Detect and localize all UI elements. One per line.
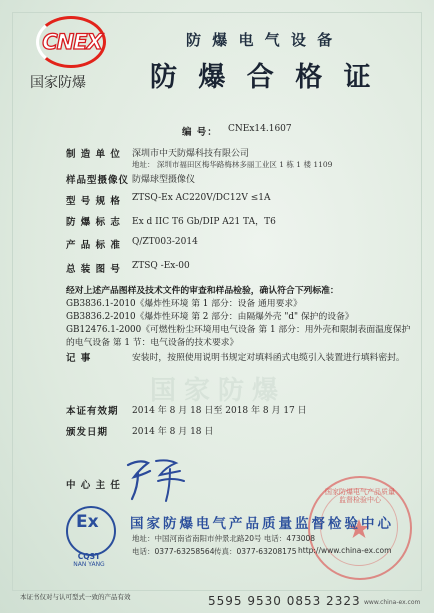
statement-intro: 经对上述产品图样及技术文件的审查和样品检验，确认符合下列标准： xyxy=(66,286,339,296)
nanyang-label: NAN YANG xyxy=(73,561,105,568)
issuer-url: http://www.china-ex.com xyxy=(298,546,392,555)
standard-line-2: GB3836.2-2010《爆炸性环境 第 2 部分：由隔爆外壳 "d" 保护的设备》 xyxy=(66,312,354,322)
standard-line-1: GB3836.1-2010《爆炸性环境 第 1 部分：设备 通用要求》 xyxy=(66,299,302,309)
drawing-value: ZTSQ -Ex-00 xyxy=(132,261,190,271)
validity-label: 本证有效期 xyxy=(66,406,119,417)
remark-label: 记 事 xyxy=(66,353,92,364)
document-subtitle: 防 爆 电 气 设 备 xyxy=(186,31,336,49)
number-value: CNEx14.1607 xyxy=(228,124,292,134)
issuer-address: 地址：中国河南省南阳市仲景北路20号 电话：473008 xyxy=(132,534,316,543)
issuer-fax: 传真：0377-63208175 xyxy=(214,547,297,556)
validity-value: 2014 年 8 月 18 日至 2018 年 8 月 17 日 xyxy=(132,406,307,416)
standard-line-4: 的电气设备 第 1 节：电气设备的技术要求》 xyxy=(66,338,239,348)
standard-label: 产 品 标 准 xyxy=(66,240,121,251)
manufacturer-value: 深圳市中天防爆科技有限公司 xyxy=(132,149,250,159)
drawing-label: 总 装 图 号 xyxy=(66,264,121,275)
footer-url: www.china-ex.com xyxy=(364,599,421,606)
model-value: ZTSQ-Ex AC220V/DC12V ≤1A xyxy=(132,193,271,203)
ex-logo-text: Ex xyxy=(76,512,99,532)
manufacturer-label: 制 造 单 位 xyxy=(66,149,121,160)
issue-date-label: 颁发日期 xyxy=(66,427,109,438)
standard-line-3: GB12476.1-2000《可燃性粉尘环境用电气设备 第 1 部分：用外壳和限制表面温度保护 xyxy=(66,325,411,335)
director-label: 中 心 主 任 xyxy=(66,480,121,491)
remark-text: 安装时，按照使用说明书规定对填料函式电缆引入装置进行填料密封。 xyxy=(132,353,405,363)
cqst-label: CQST xyxy=(77,552,101,561)
address-value: 地址： 深圳市福田区梅华路梅林多丽工业区 1 栋 1 楼 1109 xyxy=(132,160,333,169)
ex-mark-value: Ex d IIC T6 Gb/DIP A21 TA，T6 xyxy=(132,217,276,227)
cnex-logo xyxy=(22,14,128,90)
document-title: 防 爆 合 格 证 xyxy=(150,62,377,93)
ex-logo xyxy=(66,506,116,556)
ex-mark-label: 防 爆 标 志 xyxy=(66,217,121,228)
issuer-phone: 电话：0377-63258564 xyxy=(132,547,215,556)
watermark: 国家防爆 xyxy=(150,376,287,406)
logo-text: CNEX xyxy=(42,30,102,54)
model-label: 型 号 规 格 xyxy=(66,196,121,207)
issue-date-value: 2014 年 8 月 18 日 xyxy=(132,427,214,437)
product-label: 样品型摄像仪 xyxy=(66,175,130,186)
issuer-seal-text: 国家防爆电气产品质量监督检验中心 xyxy=(325,488,395,504)
logo-subtitle: 国家防爆 xyxy=(30,75,86,91)
footer-serial: 5595 9530 0853 2323 xyxy=(208,594,361,608)
product-value: 防爆球型摄像仪 xyxy=(132,175,196,185)
issuer-name: 国家防爆电气产品质量监督检验中心 xyxy=(130,516,394,532)
footer-note: 本证书仅对与认可型式一致的产品有效 xyxy=(20,593,131,601)
number-label: 编 号： xyxy=(182,127,218,138)
director-signature xyxy=(122,455,192,505)
standard-value: Q/ZT003-2014 xyxy=(132,237,198,247)
